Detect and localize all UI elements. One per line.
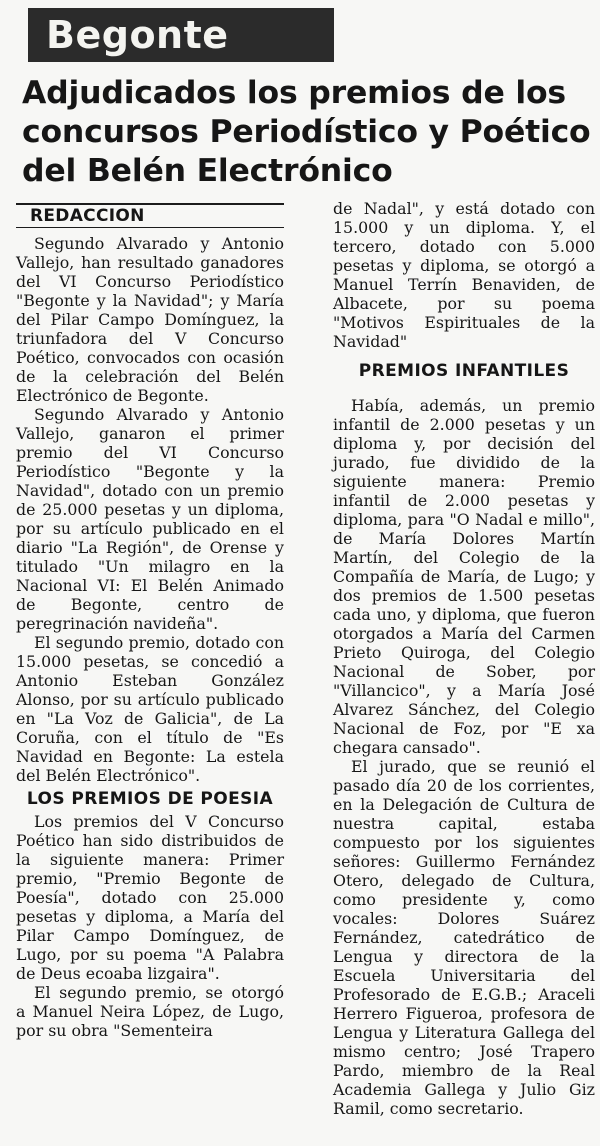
article-column-left [16, 203, 284, 1040]
paragraph: El segundo premio, se otorgó a Manuel Neira López, de Lugo, por su obra "Sementeira [16, 983, 284, 1040]
article-column-right [333, 199, 595, 1118]
paragraph: Segundo Alvarado y Antonio Vallejo, han resultado ganadores del VI Concurso Periodístico "Begonte y la Navidad"; y María del Pilar Campo Domínguez, la triunfadora del V Concurso Poético, convocados con ocasión de la celebración del Belén Electrónico de Begonte. [16, 234, 284, 405]
headline: Adjudicados los premios de los concursos Periodístico y Poético del Belén Electrónico [22, 75, 591, 189]
paragraph: Segundo Alvarado y Antonio Vallejo, ganaron el primer premio del VI Concurso Periodístico "Begonte y la Navidad", dotado con un premio de 25.000 pesetas y un diploma, por su artículo publicado en el diario "La Región", de Orense y titulado "Un milagro en la Nacional VI: El Belén Animado de Begonte, centro de peregrinación navideña". [16, 405, 284, 633]
section-title: Begonte [28, 8, 334, 62]
paragraph: El jurado, que se reunió el pasado día 20 de los corrientes, en la Delegación de Cultura de nuestra capital, estaba compuesto por los siguientes señores: Guillermo Fernández Otero, delegado de Cultura, como presidente y, como vocales: Dolores Suárez Fernández, catedrático de Lengua y directora de la Escuela Universitaria del Profesorado de E.G.B.; Araceli Herrero Figueroa, profesora de Lengua y Literatura Gallega del mismo centro; José Trapero Pardo, miembro de la Real Academia Gallega y Julio Giz Ramil, como secretario. [333, 757, 595, 1118]
subhead-children: PREMIOS INFANTILES [358, 361, 570, 381]
paragraph: El segundo premio, dotado con 15.000 pesetas, se concedió a Antonio Esteban González Alonso, por su artículo publicado en "La Voz de Galicia", de La Coruña, con el título de "Es Navidad en Begonte: La estela del Belén Electrónico". [16, 633, 284, 785]
paragraph: Los premios del V Concurso Poético han sido distribuidos de la siguiente manera: Primer premio, "Premio Begonte de Poesía", dotado con 25.000 pesetas y diploma, a María del Pilar Campo Domínguez, de Lugo, por su poema "A Palabra de Deus ecoaba lizgaira". [16, 812, 284, 983]
paragraph-continuation: de Nadal", y está dotado con 15.000 y un diploma. Y, el tercero, dotado con 5.000 pesetas y diploma, se otorgó a Manuel Terrín Benaviden, de Albacete, por su poema "Motivos Espirituales de la Navidad" [333, 199, 595, 351]
byline: REDACCION [16, 203, 284, 228]
subhead-poetry: LOS PREMIOS DE POESIA [26, 789, 274, 809]
paragraph: Había, además, un premio infantil de 2.000 pesetas y un diploma y, por decisión del jurado, fue dividido de la siguiente manera: Premio infantil de 2.000 pesetas y diploma, para "O Nadal e millo", de María Dolores Martín Martín, del Colegio de la Compañía de María, de Lugo; y dos premios de 1.500 pesetas cada uno, y diploma, que fueron otorgados a María del Carmen Prieto Quiroga, del Colegio Nacional de Sober, por "Villancico", y a María José Alvarez Sánchez, del Colegio Nacional de Foz, por "E xa chegara cansado". [333, 396, 595, 757]
